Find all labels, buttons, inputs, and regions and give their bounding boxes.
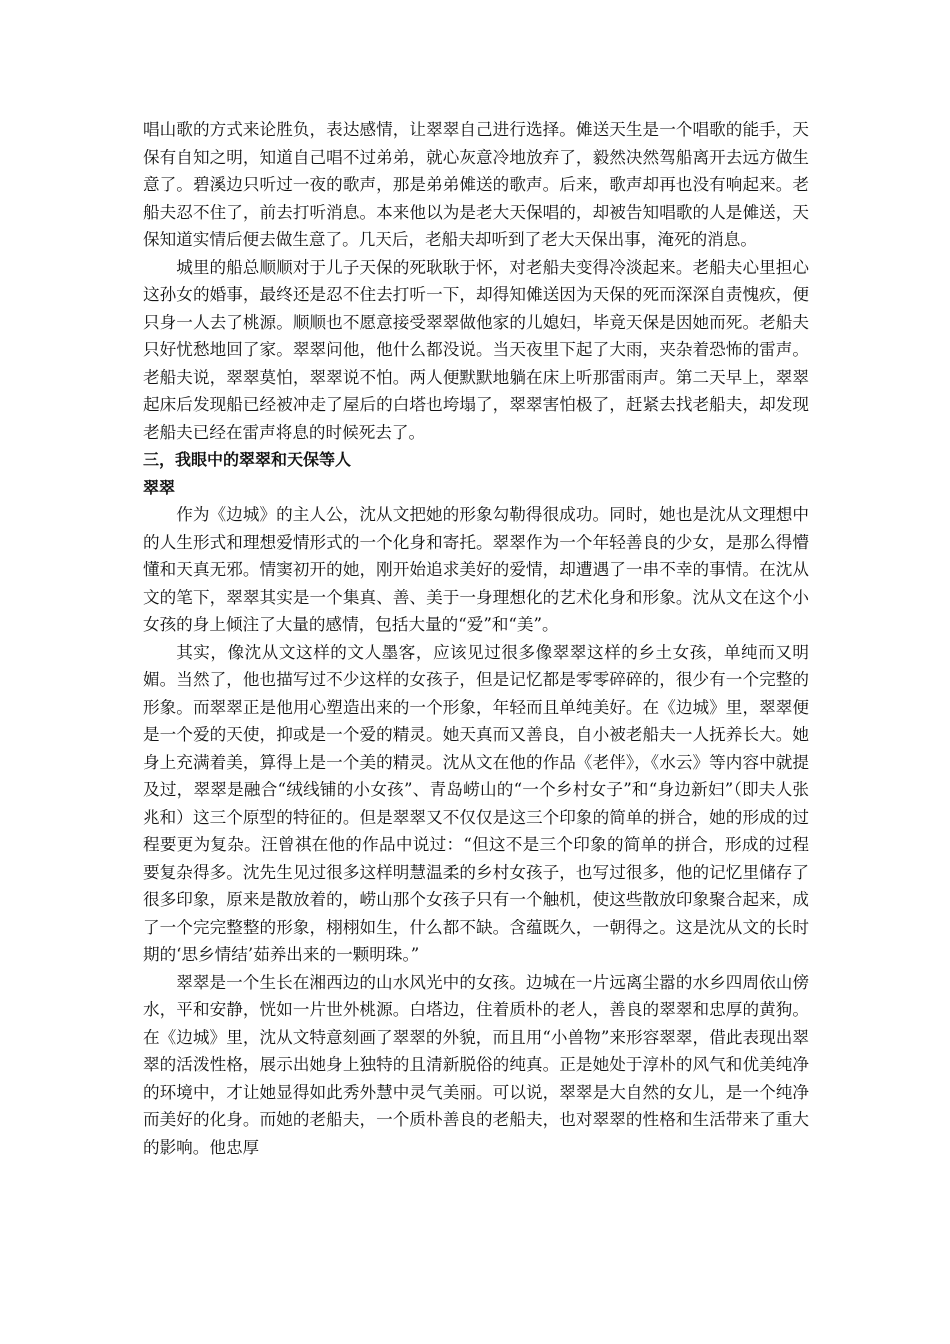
paragraph-cuicui-prototype: 其实，像沈从文这样的文人墨客，应该见过很多像翠翠这样的乡土女孩，单纯而又明媚。当然了，他也描写过不少这样的女孩子，但是记忆都是零零碎碎的，很少有一个完整的形象。而翠翠正是他用心塑造出来的一个形象，年轻而且单纯美好。在《边城》里，翠翠便是一个爱的天使，抑或是一个爱的精灵。她天真而又善良，自小被老船夫一人抚养长大。她身上充满着美，算得上是一个美的精灵。沈从文在他的作品《老伴》，《水云》等内容中就提及过，翠翠是融合“绒线铺的小女孩”、青岛崂山的“一个乡村女子”和“身边新妇”（即夫人张兆和）这三个原型的特征的。但是翠翠又不仅仅是这三个印象的简单的拼合，她的形成的过程要更为复杂。汪曾祺在他的作品中说过：“但这不是三个印象的简单的拼合，形成的过程要复杂得多。沈先生见过很多这样明慧温柔的乡村女孩子，也写过很多，他的记忆里储存了很多印象，原来是散放着的，崂山那个女孩子只有一个触机，使这些散放印象聚合起来，成了一个完完整整的形象，栩栩如生，什么都不缺。含蕴既久，一朝得之。这是沈从文的长时期的‘思乡情结’茹养出来的一颗明珠。” (143, 642, 809, 964)
paragraph-cuicui-intro: 作为《边城》的主人公，沈从文把她的形象勾勒得很成功。同时，她也是沈从文理想中的人生形式和理想爱情形式的一个化身和寄托。翠翠作为一个年轻善良的少女，是那么得懵懂和天真无邪。情窦初开的她，刚开始追求美好的爱情，却遭遇了一串不幸的事情。在沈从文的笔下，翠翠其实是一个集真、善、美于一身理想化的艺术化身和形象。沈从文在这个小女孩的身上倾注了大量的感情，包括大量的“爱”和“美”。 (143, 505, 809, 634)
paragraph-cuicui-nature: 翠翠是一个生长在湘西边的山水风光中的女孩。边城在一片远离尘嚣的水乡四周依山傍水，平和安静，恍如一片世外桃源。白塔边，住着质朴的老人，善良的翠翠和忠厚的黄狗。在《边城》里，沈从文特意刻画了翠翠的外貌，而且用“小兽物”来形容翠翠，借此表现出翠翠的活泼性格，展示出她身上独特的且清新脱俗的纯真。正是她处于淳朴的风气和优美纯净的环境中，才让她显得如此秀外慧中灵气美丽。可以说，翠翠是大自然的女儿，是一个纯净而美好的化身。而她的老船夫，一个质朴善良的老船夫，也对翠翠的性格和生活带来了重大的影响。他忠厚 (143, 972, 809, 1157)
paragraph-story-ending: 城里的船总顺顺对于儿子天保的死耿耿于怀，对老船夫变得冷淡起来。老船夫心里担心这孙女的婚事，最终还是忍不住去打听一下，却得知傩送因为天保的死而深深自责愧疚，便只身一人去了桃源。顺顺也不愿意接受翠翠做他家的儿媳妇，毕竟天保是因她而死。老船夫只好忧愁地回了家。翠翠问他，他什么都没说。当天夜里下起了大雨，夹杂着恐怖的雷声。老船夫说，翠翠莫怕，翠翠说不怕。两人便默默地躺在床上听那雷雨声。第二天早上，翠翠起床后发现船已经被冲走了屋后的白塔也垮塌了，翠翠害怕极了，赶紧去找老船夫，却发现老船夫已经在雷声将息的时候死去了。 (143, 257, 809, 442)
section-heading: 三，我眼中的翠翠和天保等人 (143, 450, 352, 469)
subsection-heading: 翠翠 (143, 477, 176, 497)
paragraph-story-continuation: 唱山歌的方式来论胜负，表达感情，让翠翠自己进行选择。傩送天生是一个唱歌的能手，天保有自知之明，知道自己唱不过弟弟，就心灰意冷地放弃了，毅然决然驾船离开去远方做生意了。碧溪边只听过一夜的歌声，那是弟弟傩送的歌声。后来，歌声却再也没有响起来。老船夫忍不住了，前去打听消息。本来他以为是老大天保唱的，却被告知唱歌的人是傩送，天保知道实情后便去做生意了。几天后，老船夫却听到了老大天保出事，淹死的消息。 (143, 120, 809, 249)
document-page (143, 116, 809, 1161)
